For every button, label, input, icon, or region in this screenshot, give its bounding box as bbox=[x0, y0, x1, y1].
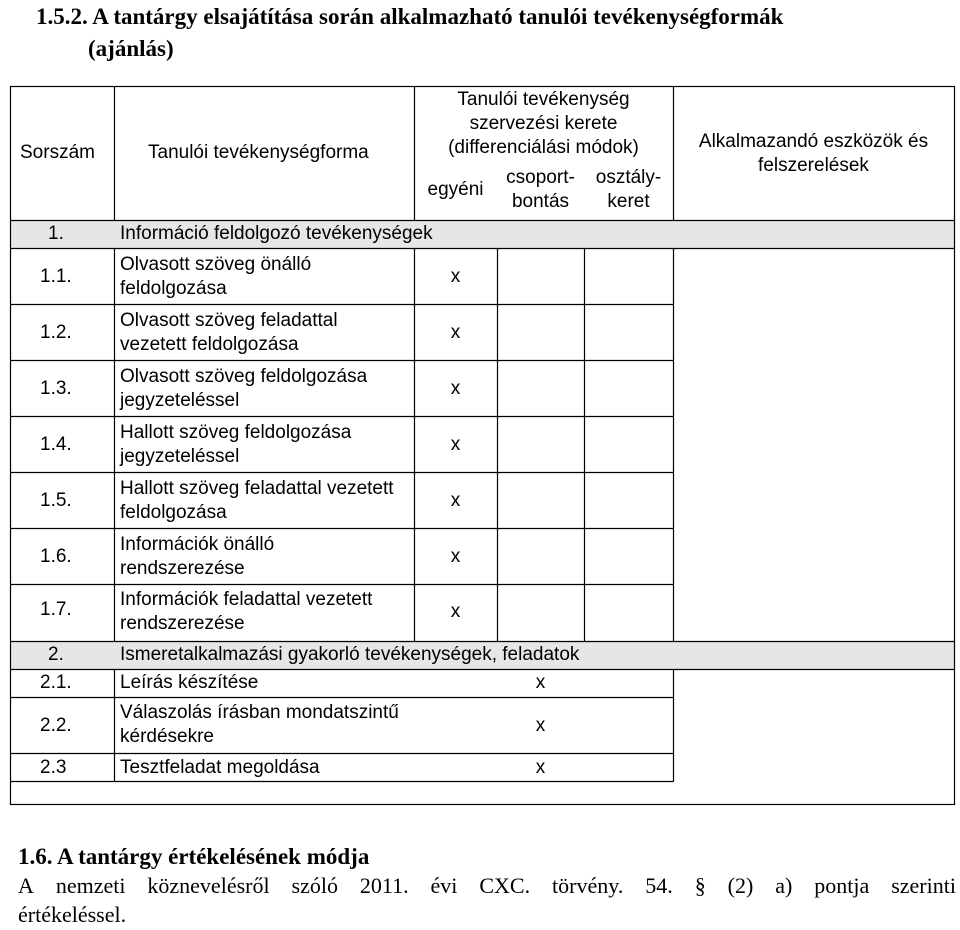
header-forma: Tanulói tevékenységforma bbox=[148, 142, 369, 163]
para-word: 2011. bbox=[359, 873, 409, 898]
row-mark: x bbox=[535, 672, 546, 693]
row-label-line1: Tesztfeladat megoldása bbox=[120, 757, 320, 778]
row-label-line2: feldolgozása bbox=[120, 502, 227, 523]
row-mark: x bbox=[535, 715, 546, 736]
row-label-line2: vezetett feldolgozása bbox=[120, 334, 299, 355]
para-word: nemzeti bbox=[55, 873, 126, 898]
para-word: szerinti bbox=[891, 873, 956, 898]
row-mark: x bbox=[450, 378, 461, 399]
row-label-line1: Leírás készítése bbox=[120, 672, 259, 693]
row-number: 1.2. bbox=[40, 322, 72, 343]
row-mark: x bbox=[450, 434, 461, 455]
para-word: köznevelésről bbox=[147, 873, 270, 898]
row-number: 1.6. bbox=[40, 546, 72, 567]
para-word: pontja bbox=[814, 873, 870, 898]
row-label-line1: Hallott szöveg feladattal vezetett bbox=[120, 478, 394, 499]
row-label-line2: rendszerezése bbox=[120, 558, 245, 579]
header-csoport-line2: bontás bbox=[511, 191, 570, 212]
row-label-line1: Válaszolás írásban mondatszintű bbox=[120, 702, 399, 723]
para-word: a) bbox=[775, 873, 793, 898]
header-egyeni: egyéni bbox=[427, 179, 484, 200]
para-word: szóló bbox=[291, 873, 338, 898]
row-mark: x bbox=[450, 490, 461, 511]
row-mark: x bbox=[450, 322, 461, 343]
para-word: A bbox=[18, 873, 34, 898]
section-heading: 1.6. A tantárgy értékelésének módja bbox=[18, 844, 370, 869]
para-word: évi bbox=[430, 873, 458, 898]
heading-line-1: 1.5.2. A tantárgy elsajátítása során alkalmazható tanulói tevékenységformák bbox=[36, 4, 784, 29]
row-label-line2: rendszerezése bbox=[120, 613, 245, 634]
paragraph-line-1 bbox=[18, 871, 956, 901]
para-word: (2) bbox=[727, 873, 754, 898]
section-1-number: 1. bbox=[48, 223, 64, 244]
header-keret-line3: (differenciálási módok) bbox=[448, 137, 639, 158]
section-2-label: Ismeretalkalmazási gyakorló tevékenységek, feladatok bbox=[120, 644, 580, 665]
heading-line-2: (ajánlás) bbox=[88, 36, 174, 61]
header-eszkoz-line2: felszerelések bbox=[758, 155, 869, 176]
row-label-line2: kérdésekre bbox=[120, 726, 214, 747]
row-mark: x bbox=[450, 546, 461, 567]
para-word: 54. bbox=[645, 873, 673, 898]
header-csoport-line1: csoport- bbox=[506, 167, 575, 188]
row-number: 2.1. bbox=[40, 672, 72, 693]
paragraph-line-2: értékeléssel. bbox=[18, 902, 127, 927]
header-osztaly-line2: keret bbox=[607, 191, 650, 212]
row-number: 1.4. bbox=[40, 434, 72, 455]
para-word: § bbox=[694, 873, 706, 898]
row-mark: x bbox=[535, 757, 546, 778]
row-label-line1: Információk feladattal vezetett bbox=[120, 589, 373, 610]
row-number: 1.5. bbox=[40, 490, 72, 511]
row-label-line2: feldolgozása bbox=[120, 278, 227, 299]
row-number: 1.1. bbox=[40, 266, 72, 287]
row-number: 2.3 bbox=[40, 757, 67, 778]
row-number: 1.7. bbox=[40, 599, 72, 620]
row-mark: x bbox=[450, 601, 461, 622]
row-label-line1: Olvasott szöveg feldolgozása bbox=[120, 366, 368, 387]
row-label-line1: Olvasott szöveg önálló bbox=[120, 254, 312, 275]
header-eszkoz-line1: Alkalmazandó eszközök és bbox=[698, 131, 929, 152]
section-2-number: 2. bbox=[48, 644, 64, 665]
row-number: 1.3. bbox=[40, 378, 72, 399]
header-keret-line2: szervezési kerete bbox=[469, 113, 618, 134]
para-word: törvény. bbox=[552, 873, 624, 898]
row-label-line1: Hallott szöveg feldolgozása bbox=[120, 422, 352, 443]
row-mark: x bbox=[450, 266, 461, 287]
header-keret-line1: Tanulói tevékenység bbox=[457, 89, 630, 110]
row-label-line2: jegyzeteléssel bbox=[120, 446, 240, 467]
header-osztaly-line1: osztály- bbox=[595, 167, 662, 188]
row-label-line1: Olvasott szöveg feladattal bbox=[120, 310, 338, 331]
header-sorszam: Sorszám bbox=[20, 142, 95, 163]
row-label-line2: jegyzeteléssel bbox=[120, 390, 240, 411]
row-label-line1: Információk önálló bbox=[120, 534, 275, 555]
section-1-label: Információ feldolgozó tevékenységek bbox=[120, 223, 433, 244]
row-number: 2.2. bbox=[40, 715, 72, 736]
para-word: CXC. bbox=[479, 873, 531, 898]
